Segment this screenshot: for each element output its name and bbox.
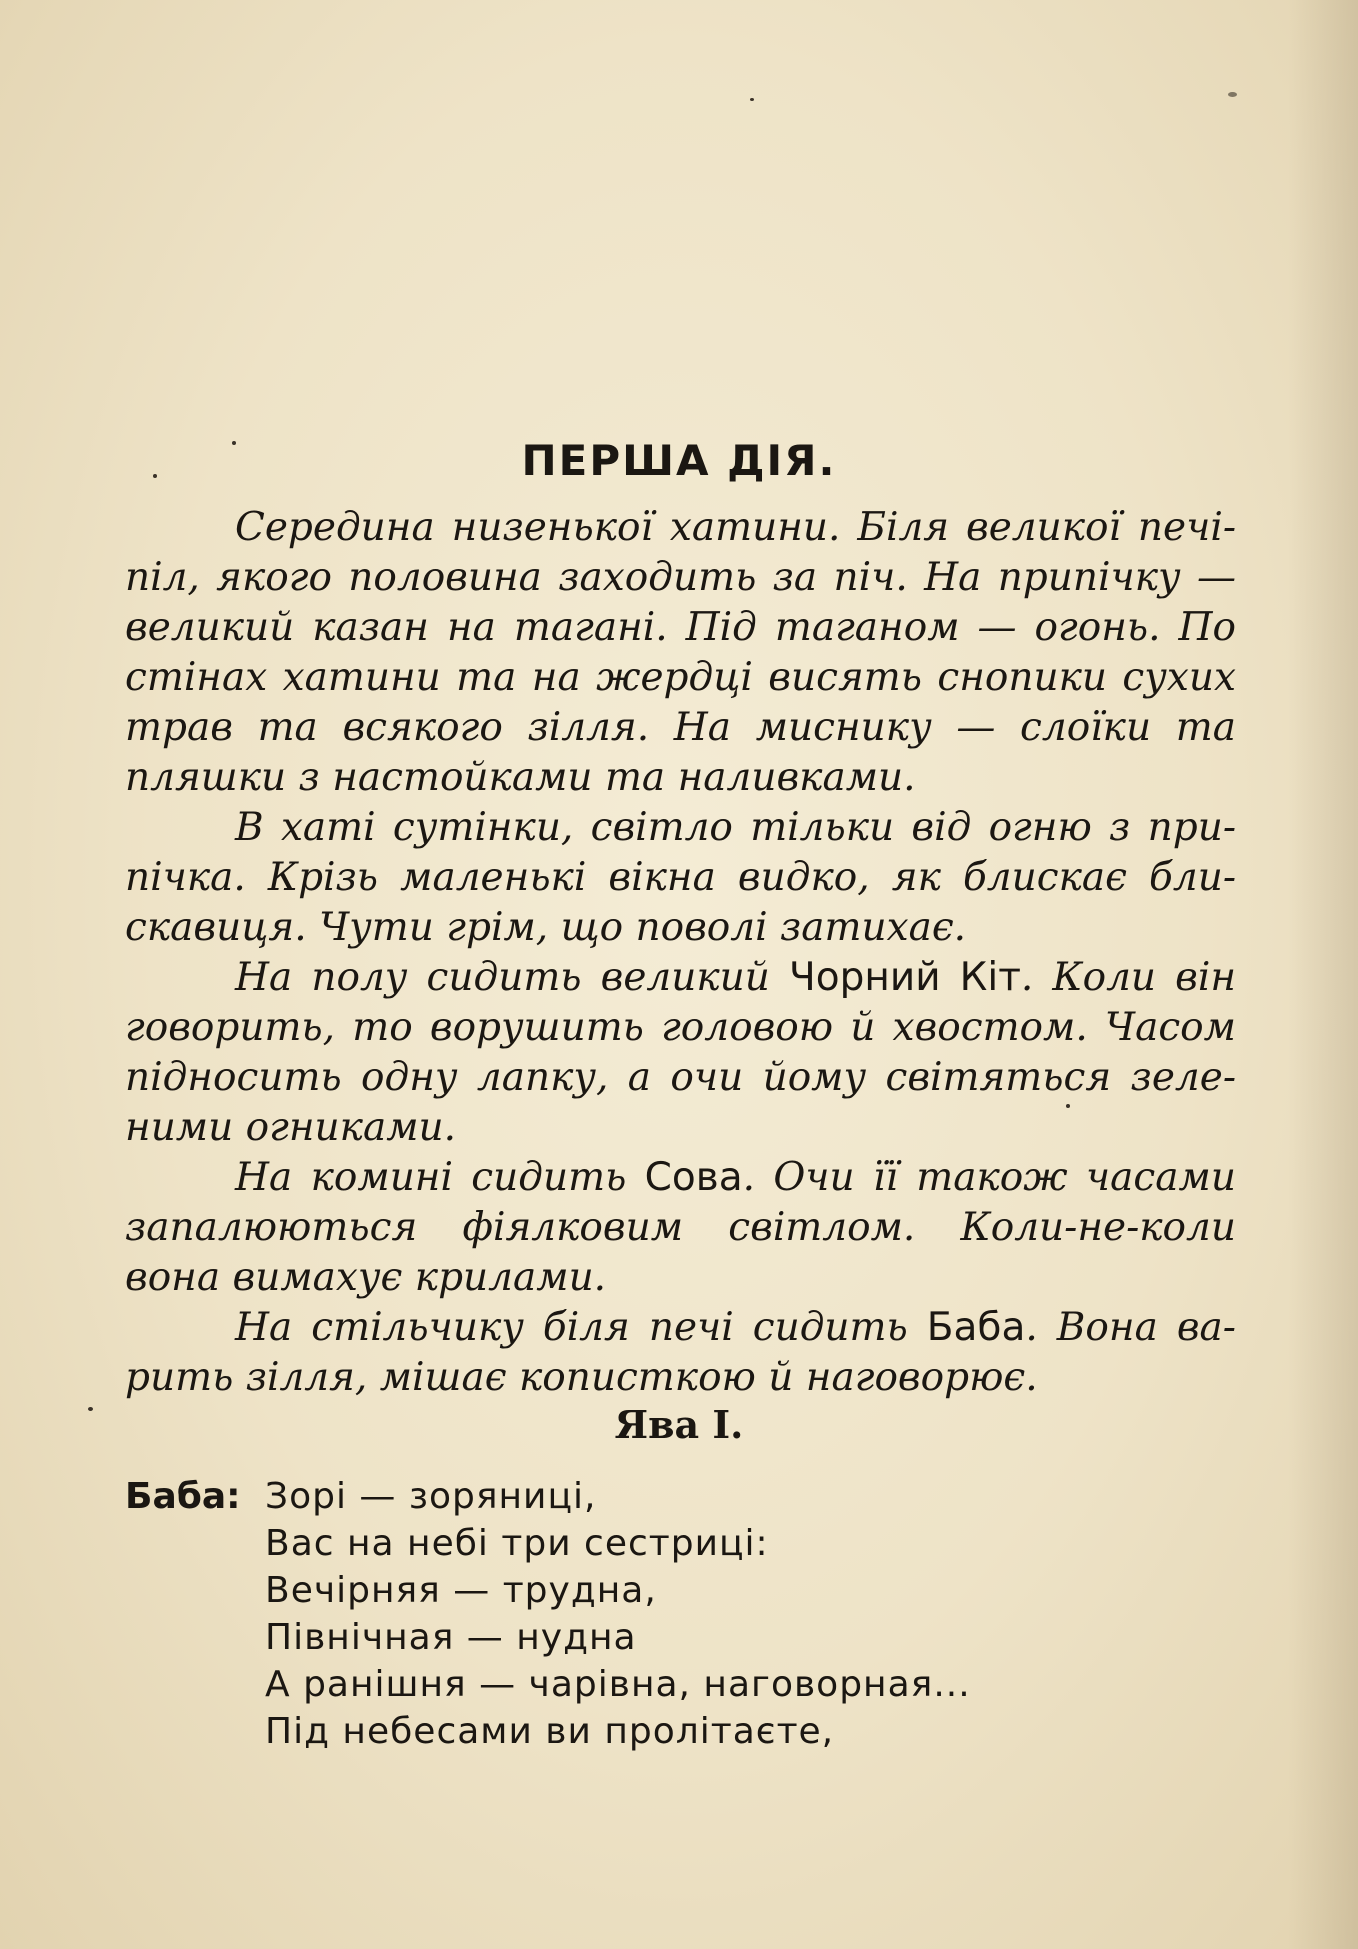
stage-direction-paragraph: В хаті сутінки, світло тільки від огню з припічка. Крізь маленькі вікна видко, як блискає блискавиця. Чути грім, що поволі затихає. — [125, 805, 1236, 950]
stage-directions — [125, 503, 1236, 1403]
stage-direction-paragraph: Середина низенької хатини. Біля великої печіпіл, якого половина заходить за піч. На припічку — великий казан на тагані. Під таганом — огонь. По стінах хатини та на жердці висять снопики сухих трав та всякого зілля. На миснику — слоїки та пляшки з настойками та наливками. — [125, 505, 1236, 800]
scene-heading: Ява I. — [614, 1402, 744, 1447]
verse-line: Зорі — зоряниці, — [265, 1476, 597, 1517]
stage-direction-paragraph: На комині сидить Сова. Очи її також часами запалюються фіялковим світлом. Коли-не-коли вона вимахує крилами. — [125, 1155, 1236, 1300]
act-title: ПЕРША ДІЯ. — [521, 436, 837, 485]
verse-line: Північная — нудна — [265, 1617, 637, 1658]
speaker-label: Баба: — [125, 1476, 241, 1517]
verse-line: А ранішня — чарівна, наговорная... — [265, 1664, 971, 1705]
character-name: Чорний Кіт — [789, 955, 1021, 1000]
character-name: Сова — [644, 1155, 743, 1200]
verse-line: Вас на небі три сестриці: — [265, 1523, 769, 1564]
paper-speck — [1228, 92, 1237, 97]
verse-lines — [265, 1473, 971, 1755]
verse-line: Під небесами ви пролітаєте, — [265, 1711, 835, 1752]
character-name: Баба — [926, 1305, 1026, 1350]
stage-direction-paragraph: На стільчику біля печі сидить Баба. Вона варить зілля, мішає кописткою й наговорює. — [125, 1305, 1236, 1400]
verse-line: Вечірняя — трудна, — [265, 1570, 657, 1611]
paper-speck — [750, 98, 754, 101]
stage-direction-paragraph: На полу сидить великий Чорний Кіт. Коли він говорить, то ворушить головою й хвостом. Часом підносить одну лапку, а очи йому світяться зеленими огниками. — [125, 955, 1237, 1150]
page-edge-shadow — [1288, 0, 1358, 1949]
